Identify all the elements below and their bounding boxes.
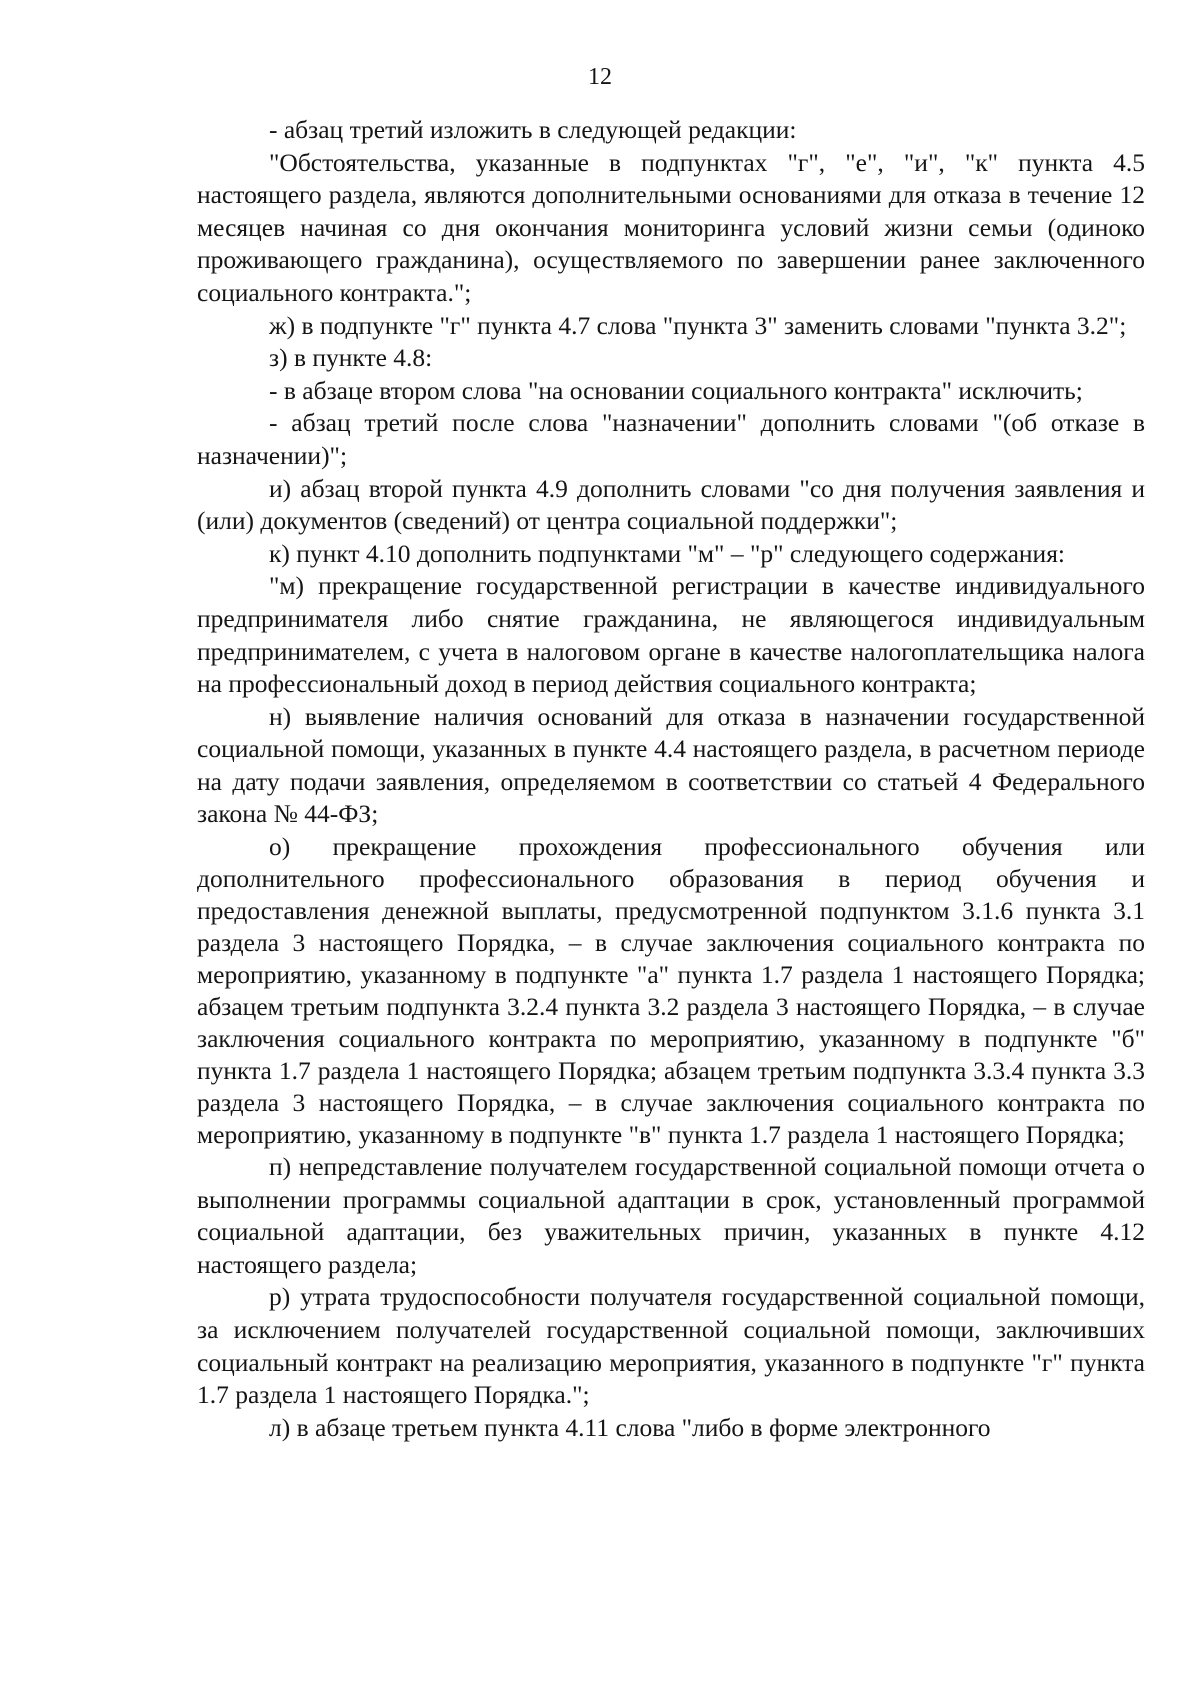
- document-body: [197, 114, 1145, 1444]
- paragraph-obstoyatelstva: "Обстоятельства, указанные в подпунктах "г", "е", "и", "к" пункта 4.5 настоящего раздела, являются дополнительными основаниями для отказа в течение 12 месяцев начиная со дня окончания мониторинга условий жизни семьи (одиноко проживающего гражданина), осуществляемого по завершении ранее заключенного социального контракта.";: [197, 147, 1145, 307]
- paragraph-subitem-p: п) непредставление получателем государственной социальной помощи отчета о выполнении программы социальной адаптации в срок, установленный программой социальной адаптации, без уважительных причин, указанных в пункте 4.12 настоящего раздела;: [197, 1152, 1145, 1279]
- paragraph-item-i: и) абзац второй пункта 4.9 дополнить словами "со дня получения заявления и (или) документов (сведений) от центра социальной поддержки";: [197, 473, 1145, 536]
- paragraph-subitem-m: "м) прекращение государственной регистрации в качестве индивидуального предпринимателя либо снятие гражданина, не являющегося индивидуальным предпринимателем, с учета в налоговом органе в качестве налогоплательщика налога на профессиональный доход в период действия социального контракта;: [197, 571, 1145, 699]
- paragraph-item-z: з) в пункте 4.8:: [269, 343, 433, 373]
- paragraph-item-zh: ж) в подпункте "г" пункта 4.7 слова "пункта 3" заменить словами "пункта 3.2";: [269, 310, 1127, 340]
- paragraph-item-l: л) в абзаце третьем пункта 4.11 слова "либо в форме электронного: [269, 1412, 991, 1442]
- page-number: 12: [588, 64, 612, 90]
- paragraph-abzac-vtoroi: - в абзаце втором слова "на основании социального контракта" исключить;: [269, 375, 1083, 405]
- paragraph-item-k: к) пункт 4.10 дополнить подпунктами "м" – "р" следующего содержания:: [269, 538, 1066, 568]
- paragraph-subitem-n: н) выявление наличия оснований для отказа в назначении государственной социальной помощи, указанных в пункте 4.4 настоящего раздела, в расчетном периоде на дату подачи заявления, определяемом в соответствии со статьей 4 Федерального закона № 44-ФЗ;: [197, 701, 1145, 829]
- paragraph-abzac-tretii: - абзац третий изложить в следующей редакции:: [269, 115, 797, 144]
- paragraph-subitem-o: о) прекращение прохождения профессионального обучения или дополнительного профессионального образования в период обучения и предоставления денежной выплаты, предусмотренной подпунктом 3.1.6 пункта 3.1 раздела 3 настоящего Порядка, – в случае заключения социального контракта по мероприятию, указанному в подпункте "а" пункта 1.7 раздела 1 настоящего Порядка; абзацем третьим подпункта 3.2.4 пункта 3.2 раздела 3 настоящего Порядка, – в случае заключения социального контракта по мероприятию, указанному в подпункте "б" пункта 1.7 раздела 1 настоящего Порядка; абзацем третьим подпункта 3.3.4 пункта 3.3 раздела 3 настоящего Порядка, – в случае заключения социального контракта по мероприятию, указанному в подпункте "в" пункта 1.7 раздела 1 настоящего Порядка;: [197, 832, 1145, 1150]
- paragraph-abzac-tretii-dopolnit: - абзац третий после слова "назначении" дополнить словами "(об отказе в назначении)";: [197, 408, 1145, 470]
- paragraph-subitem-r: р) утрата трудоспособности получателя государственной социальной помощи, за исключением получателей государственной социальной помощи, заключивших социальный контракт на реализацию мероприятия, указанного в подпункте "г" пункта 1.7 раздела 1 настоящего Порядка.";: [197, 1282, 1145, 1410]
